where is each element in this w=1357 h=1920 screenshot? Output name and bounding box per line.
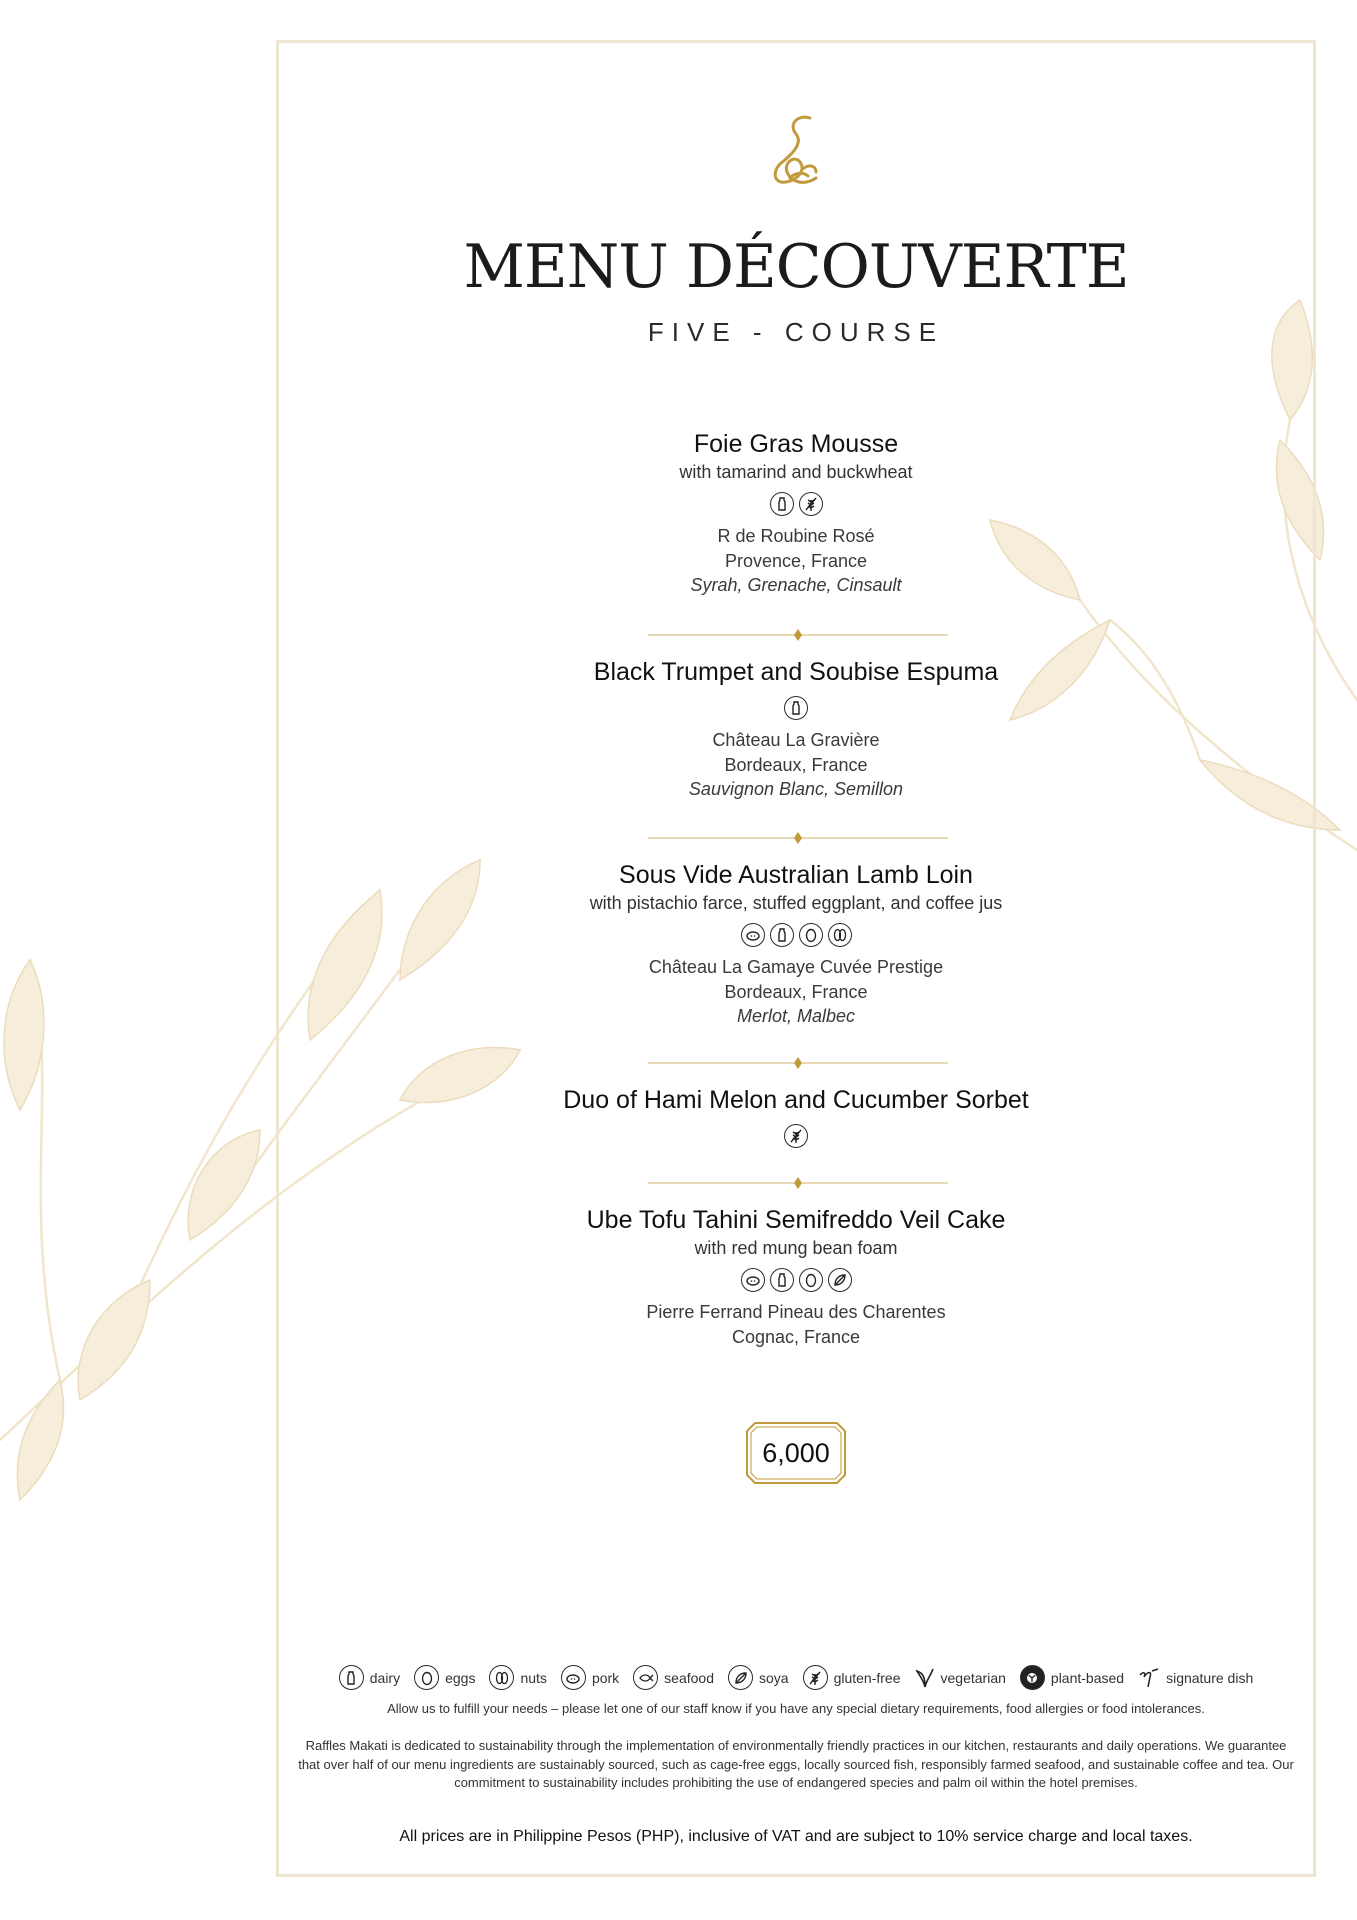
dish-name: Black Trumpet and Soubise Espuma bbox=[593, 658, 999, 686]
section-divider bbox=[648, 832, 948, 844]
pork-icon bbox=[561, 1665, 586, 1690]
legend-label: eggs bbox=[445, 1669, 476, 1686]
gluten-free-icon bbox=[784, 1124, 808, 1148]
dairy-icon bbox=[770, 1268, 794, 1292]
wine-region: Bordeaux, France bbox=[724, 981, 868, 1002]
wine-grapes: Merlot, Malbec bbox=[736, 1006, 856, 1026]
allergen-icons bbox=[276, 492, 1316, 518]
allergen-icons bbox=[276, 923, 1316, 949]
dietary-note: Allow us to fulfill your needs – please let one of our staff know if you have any special dietary requirements, food allergies or food intolerances. bbox=[387, 1701, 1205, 1716]
legend-label: seafood bbox=[664, 1669, 714, 1686]
legend-item bbox=[414, 1665, 475, 1690]
nuts-icon bbox=[828, 923, 852, 947]
dish-description: with pistachio farce, stuffed eggplant, and coffee jus bbox=[589, 893, 1003, 913]
legend-label: plant-based bbox=[1050, 1669, 1125, 1686]
wine-name: Château La Gamaye Cuvée Prestige bbox=[648, 957, 944, 977]
eggs-icon bbox=[799, 1268, 823, 1292]
legend-label: gluten-free bbox=[833, 1669, 901, 1686]
legend-label: soya bbox=[759, 1669, 789, 1686]
section-divider bbox=[648, 1177, 948, 1189]
legend-item bbox=[915, 1667, 1006, 1689]
legend-item bbox=[803, 1665, 901, 1690]
restaurant-monogram-logo bbox=[760, 112, 832, 192]
course-item bbox=[276, 859, 1316, 1029]
dish-name: Sous Vide Australian Lamb Loin bbox=[619, 861, 973, 889]
menu-subtitle: FIVE - COURSE bbox=[647, 317, 945, 347]
legend-item bbox=[339, 1665, 400, 1690]
legend-label: dairy bbox=[369, 1669, 401, 1686]
allergen-icons bbox=[276, 696, 1316, 722]
menu-title: MENU DÉCOUVERTE bbox=[463, 232, 1129, 302]
plant-based-icon bbox=[1020, 1665, 1045, 1690]
dish-description: with red mung bean foam bbox=[694, 1238, 898, 1258]
legend-item bbox=[1020, 1665, 1124, 1690]
soya-icon bbox=[828, 1268, 852, 1292]
course-item bbox=[276, 428, 1316, 598]
dairy-icon bbox=[770, 492, 794, 516]
wine-region: Bordeaux, France bbox=[724, 754, 868, 775]
dairy-icon bbox=[770, 923, 794, 947]
signature-dish-icon bbox=[1138, 1667, 1160, 1689]
seafood-icon bbox=[633, 1665, 658, 1690]
wine-region: Cognac, France bbox=[731, 1326, 861, 1347]
sustainability-note: Raffles Makati is dedicated to sustainability through the implementation of environmentally friendly practices in our kitchen, restaurants and daily operations. We guarantee that over half of our menu ingredients are sustainably sourced, such as cage-free eggs, locally sourced fish, responsibly farmed seafood, and sustainable coffee and tea. Our commitment to sustainability includes prohibiting the use of endangered species and palm oil within the hotel premises. bbox=[298, 1738, 1294, 1790]
course-item bbox=[276, 656, 1316, 802]
allergen-icons bbox=[276, 1268, 1316, 1294]
legend-label: vegetarian bbox=[940, 1669, 1006, 1686]
soya-icon bbox=[728, 1665, 753, 1690]
legend-item bbox=[728, 1665, 789, 1690]
wine-region: Provence, France bbox=[724, 550, 868, 571]
course-item bbox=[276, 1204, 1316, 1349]
allergen-legend bbox=[276, 1665, 1316, 1690]
legend-label: signature dish bbox=[1166, 1669, 1254, 1686]
pork-icon bbox=[741, 1268, 765, 1292]
wine-name: Pierre Ferrand Pineau des Charentes bbox=[646, 1302, 946, 1322]
pork-icon bbox=[741, 923, 765, 947]
dish-description: with tamarind and buckwheat bbox=[679, 462, 913, 482]
dairy-icon bbox=[339, 1665, 364, 1690]
eggs-icon bbox=[799, 923, 823, 947]
gluten-free-icon bbox=[803, 1665, 828, 1690]
vegetarian-icon bbox=[915, 1667, 935, 1689]
dish-name: Foie Gras Mousse bbox=[693, 430, 899, 458]
dish-name: Duo of Hami Melon and Cucumber Sorbet bbox=[563, 1086, 1029, 1114]
course-item bbox=[276, 1084, 1316, 1156]
wine-name: R de Roubine Rosé bbox=[717, 526, 875, 546]
legend-item bbox=[489, 1665, 546, 1690]
dish-name: Ube Tofu Tahini Semifreddo Veil Cake bbox=[586, 1206, 1006, 1234]
eggs-icon bbox=[414, 1665, 439, 1690]
menu-price: 6,000 bbox=[762, 1438, 830, 1468]
legend-item bbox=[561, 1665, 619, 1690]
nuts-icon bbox=[489, 1665, 514, 1690]
legend-label: pork bbox=[591, 1669, 620, 1686]
dairy-icon bbox=[784, 696, 808, 720]
gluten-free-icon bbox=[799, 492, 823, 516]
price-disclaimer: All prices are in Philippine Pesos (PHP), inclusive of VAT and are subject to 10% service charge and local taxes. bbox=[399, 1828, 1193, 1845]
legend-item bbox=[633, 1665, 714, 1690]
legend-label: nuts bbox=[520, 1669, 547, 1686]
section-divider bbox=[648, 1057, 948, 1069]
wine-grapes: Sauvignon Blanc, Semillon bbox=[688, 779, 904, 799]
wine-name: Château La Gravière bbox=[712, 730, 880, 750]
section-divider bbox=[648, 629, 948, 641]
allergen-icons bbox=[276, 1124, 1316, 1150]
legend-item bbox=[1138, 1667, 1253, 1689]
wine-grapes: Syrah, Grenache, Cinsault bbox=[690, 575, 902, 595]
